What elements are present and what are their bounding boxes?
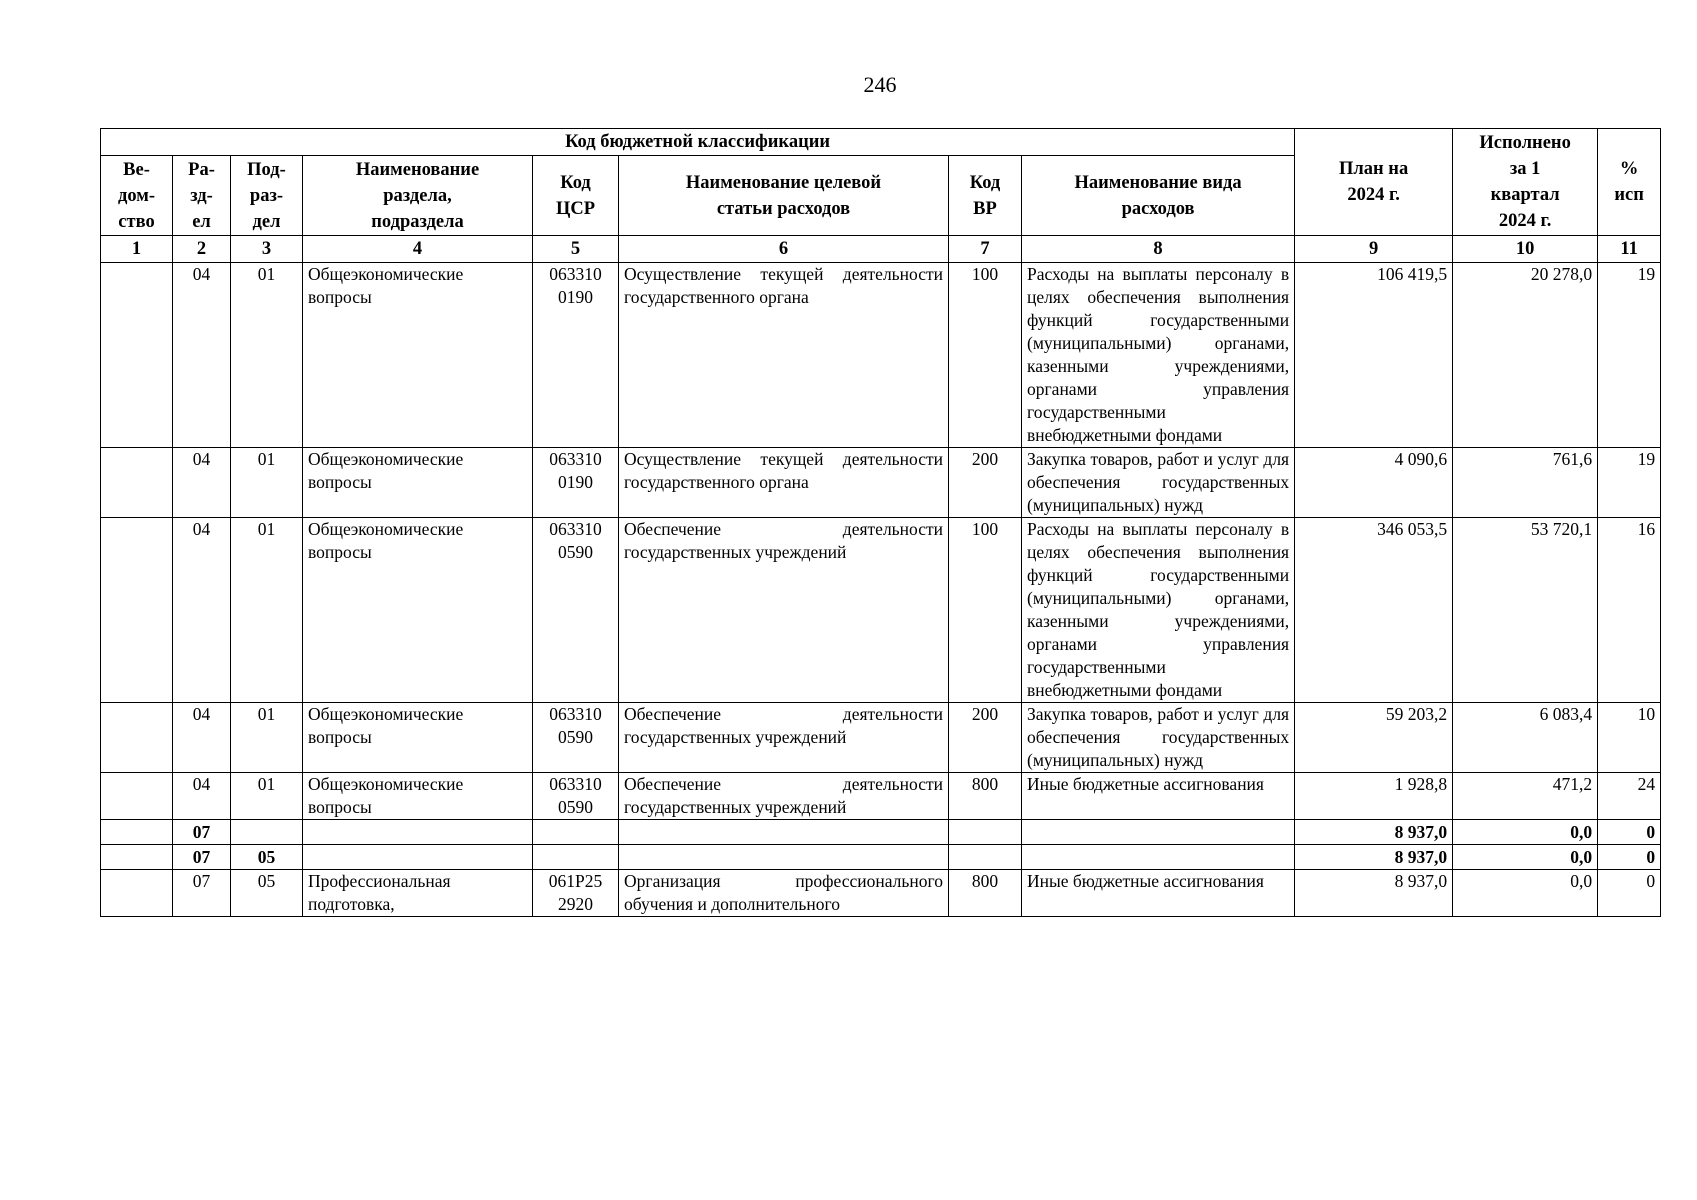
cell-percent: 0 — [1598, 870, 1661, 917]
table-header — [101, 129, 1661, 263]
column-number: 1 — [101, 236, 173, 263]
cell-vedomstvo — [101, 845, 173, 870]
cell-razdel: 04 — [173, 773, 231, 820]
cell-executed: 761,6 — [1453, 448, 1598, 518]
cell-percent: 19 — [1598, 448, 1661, 518]
cell-plan: 346 053,5 — [1295, 518, 1453, 703]
cell-executed: 471,2 — [1453, 773, 1598, 820]
cell-empty — [1022, 845, 1295, 870]
cell-executed: 0,0 — [1453, 845, 1598, 870]
cell-percent: 10 — [1598, 703, 1661, 773]
cell-razdel: 04 — [173, 263, 231, 448]
cell-section-name: Общеэкономические вопросы — [303, 773, 533, 820]
cell-target-name: Осуществление текущей деятельности государственного органа — [619, 448, 949, 518]
column-number: 4 — [303, 236, 533, 263]
header-col-10: Исполнено за 1 квартал 2024 г. — [1453, 129, 1598, 236]
cell-empty — [1022, 820, 1295, 845]
header-col-5: Код ЦСР — [533, 156, 619, 236]
cell-expense-type: Иные бюджетные ассигнования — [1022, 870, 1295, 917]
cell-csr: 063310 0590 — [533, 773, 619, 820]
header-col-7: Код ВР — [949, 156, 1022, 236]
cell-plan: 1 928,8 — [1295, 773, 1453, 820]
budget-table — [100, 128, 1661, 917]
header-col-9: План на 2024 г. — [1295, 129, 1453, 236]
cell-expense-type: Расходы на выплаты персоналу в целях обеспечения выполнения функций государственными (муниципальными) органами, казенными учреждениями, органами управления государственными внебюджетными фондами — [1022, 263, 1295, 448]
table-row — [101, 870, 1661, 917]
cell-razdel: 07 — [173, 820, 231, 845]
cell-csr: 063310 0190 — [533, 448, 619, 518]
cell-vedomstvo — [101, 263, 173, 448]
column-number: 3 — [231, 236, 303, 263]
cell-podrazdel: 05 — [231, 870, 303, 917]
cell-empty — [949, 820, 1022, 845]
header-col-8: Наименование вида расходов — [1022, 156, 1295, 236]
column-numbers-row — [101, 236, 1661, 263]
column-number: 8 — [1022, 236, 1295, 263]
cell-vr: 200 — [949, 703, 1022, 773]
cell-razdel: 04 — [173, 518, 231, 703]
cell-target-name: Обеспечение деятельности государственных учреждений — [619, 518, 949, 703]
cell-plan: 4 090,6 — [1295, 448, 1453, 518]
cell-podrazdel: 05 — [231, 845, 303, 870]
header-col-11: % исп — [1598, 129, 1661, 236]
cell-plan: 8 937,0 — [1295, 820, 1453, 845]
cell-vr: 100 — [949, 518, 1022, 703]
cell-expense-type: Иные бюджетные ассигнования — [1022, 773, 1295, 820]
cell-percent: 16 — [1598, 518, 1661, 703]
cell-executed: 0,0 — [1453, 820, 1598, 845]
cell-vr: 800 — [949, 773, 1022, 820]
cell-executed: 6 083,4 — [1453, 703, 1598, 773]
cell-podrazdel: 01 — [231, 773, 303, 820]
cell-executed: 0,0 — [1453, 870, 1598, 917]
cell-plan: 106 419,5 — [1295, 263, 1453, 448]
cell-percent: 24 — [1598, 773, 1661, 820]
cell-percent: 0 — [1598, 820, 1661, 845]
cell-empty — [619, 820, 949, 845]
cell-vedomstvo — [101, 870, 173, 917]
cell-section-name: Общеэкономические вопросы — [303, 263, 533, 448]
cell-target-name: Осуществление текущей деятельности государственного органа — [619, 263, 949, 448]
cell-podrazdel: 01 — [231, 263, 303, 448]
column-number: 5 — [533, 236, 619, 263]
cell-executed: 53 720,1 — [1453, 518, 1598, 703]
cell-empty — [303, 820, 533, 845]
header-col-1: Ве- дом- ство — [101, 156, 173, 236]
cell-podrazdel: 01 — [231, 703, 303, 773]
table-row — [101, 263, 1661, 448]
header-col-2: Ра- зд- ел — [173, 156, 231, 236]
column-number: 2 — [173, 236, 231, 263]
table-row — [101, 518, 1661, 703]
cell-target-name: Обеспечение деятельности государственных учреждений — [619, 703, 949, 773]
cell-section-name: Общеэкономические вопросы — [303, 703, 533, 773]
cell-empty — [949, 845, 1022, 870]
cell-empty — [533, 845, 619, 870]
column-number: 11 — [1598, 236, 1661, 263]
cell-vedomstvo — [101, 448, 173, 518]
cell-razdel: 07 — [173, 870, 231, 917]
header-col-6: Наименование целевой статьи расходов — [619, 156, 949, 236]
cell-razdel: 07 — [173, 845, 231, 870]
cell-expense-type: Закупка товаров, работ и услуг для обеспечения государственных (муниципальных) нужд — [1022, 703, 1295, 773]
total-row — [101, 820, 1661, 845]
cell-plan: 59 203,2 — [1295, 703, 1453, 773]
cell-csr: 063310 0590 — [533, 703, 619, 773]
header-col-3: Под- раз- дел — [231, 156, 303, 236]
cell-vr: 800 — [949, 870, 1022, 917]
cell-csr: 061Р25 2920 — [533, 870, 619, 917]
page-number: 246 — [863, 72, 897, 97]
cell-empty — [619, 845, 949, 870]
cell-empty — [533, 820, 619, 845]
cell-csr: 063310 0590 — [533, 518, 619, 703]
cell-section-name: Общеэкономические вопросы — [303, 518, 533, 703]
cell-target-name: Обеспечение деятельности государственных учреждений — [619, 773, 949, 820]
cell-vr: 100 — [949, 263, 1022, 448]
cell-plan: 8 937,0 — [1295, 845, 1453, 870]
cell-section-name: Профессиональная подготовка, — [303, 870, 533, 917]
cell-podrazdel — [231, 820, 303, 845]
column-number: 9 — [1295, 236, 1453, 263]
cell-vr: 200 — [949, 448, 1022, 518]
cell-percent: 19 — [1598, 263, 1661, 448]
table-row — [101, 703, 1661, 773]
cell-executed: 20 278,0 — [1453, 263, 1598, 448]
table-body — [101, 263, 1661, 917]
cell-csr: 063310 0190 — [533, 263, 619, 448]
total-row — [101, 845, 1661, 870]
cell-target-name: Организация профессионального обучения и дополнительного — [619, 870, 949, 917]
cell-razdel: 04 — [173, 448, 231, 518]
table-row — [101, 773, 1661, 820]
cell-vedomstvo — [101, 518, 173, 703]
cell-podrazdel: 01 — [231, 448, 303, 518]
cell-vedomstvo — [101, 703, 173, 773]
column-number: 6 — [619, 236, 949, 263]
cell-plan: 8 937,0 — [1295, 870, 1453, 917]
cell-vedomstvo — [101, 773, 173, 820]
cell-razdel: 04 — [173, 703, 231, 773]
cell-expense-type: Расходы на выплаты персоналу в целях обеспечения выполнения функций государственными (муниципальными) органами, казенными учреждениями, органами управления государственными внебюджетными фондами — [1022, 518, 1295, 703]
cell-podrazdel: 01 — [231, 518, 303, 703]
column-number: 10 — [1453, 236, 1598, 263]
cell-vedomstvo — [101, 820, 173, 845]
cell-section-name: Общеэкономические вопросы — [303, 448, 533, 518]
header-col-4: Наименование раздела, подраздела — [303, 156, 533, 236]
header-group-title: Код бюджетной классификации — [101, 129, 1295, 156]
column-number: 7 — [949, 236, 1022, 263]
table-row — [101, 448, 1661, 518]
cell-expense-type: Закупка товаров, работ и услуг для обеспечения государственных (муниципальных) нужд — [1022, 448, 1295, 518]
cell-empty — [303, 845, 533, 870]
cell-percent: 0 — [1598, 845, 1661, 870]
